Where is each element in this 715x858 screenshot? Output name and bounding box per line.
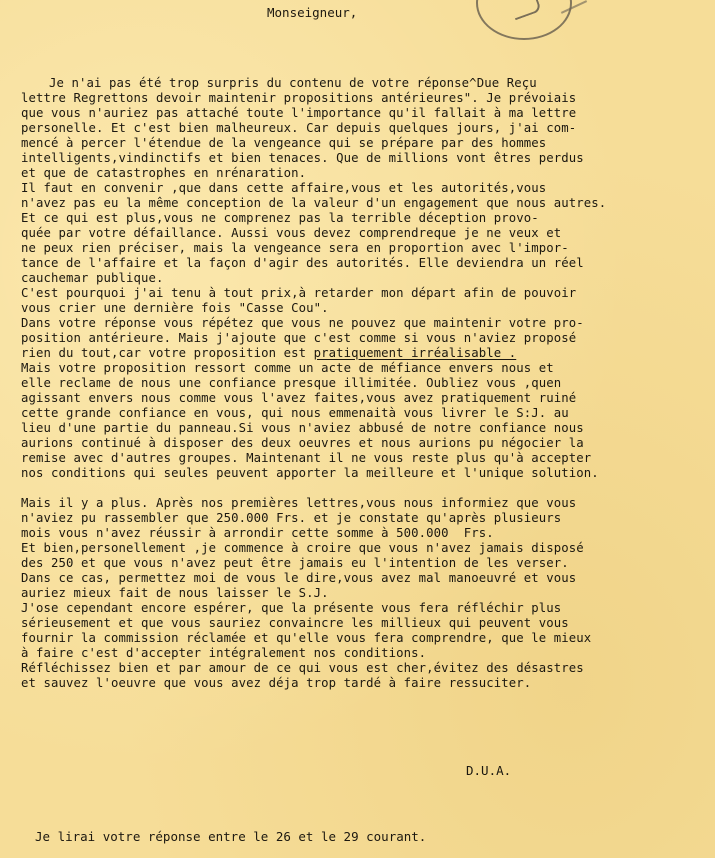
body-line: remise avec d'autres groupes. Maintenant il ne vous reste plus qu'à accepter	[21, 451, 592, 465]
body-line: mencé à percer l'étendue de la vengeance qui se prépare par des hommes	[21, 136, 547, 150]
body-line: lieu d'une partie du panneau.Si vous n'aviez abbusé de notre confiance nous	[21, 421, 584, 435]
body-line: et que de catastrophes en nrénaration.	[21, 166, 307, 180]
body-line: n'avez pas eu la même conception de la valeur d'un engagement que nous autres.	[21, 196, 607, 210]
body-line: C'est pourquoi j'ai tenu à tout prix,à retarder mon départ afin de pouvoir	[21, 286, 577, 300]
letter-body	[21, 76, 711, 691]
body-line: Il faut en convenir ,que dans cette affaire,vous et les autorités,vous	[21, 181, 547, 195]
body-line: Mais il y a plus. Après nos premières lettres,vous nous informiez que vous	[21, 496, 577, 510]
body-line: Et ce qui est plus,vous ne comprenez pas la terrible déception provo-	[21, 211, 539, 225]
body-line: nos conditions qui seules peuvent apporter la meilleure et l'unique solution.	[21, 466, 599, 480]
body-line: Je n'ai pas été trop surpris du contenu de votre réponse^Due Reçu	[49, 76, 537, 90]
body-line: cauchemar publique.	[21, 271, 164, 285]
signature: D.U.A.	[466, 763, 512, 778]
body-line: quée par votre défaillance. Aussi vous devez comprendreque je ne veux et	[21, 226, 562, 240]
body-line: Mais votre proposition ressort comme un acte de méfiance envers nous et	[21, 361, 554, 375]
body-line: agissant envers nous comme vous l'avez faites,vous avez pratiquement ruiné	[21, 391, 577, 405]
paragraph-gap	[21, 481, 711, 496]
body-line: ne peux rien préciser, mais la vengeance sera en proportion avec l'impor-	[21, 241, 569, 255]
body-line: et sauvez l'oeuvre que vous avez déja trop tardé à faire ressuciter.	[21, 676, 532, 690]
body-line: Et bien,personellement ,je commence à croire que vous n'avez jamais disposé	[21, 541, 584, 555]
body-line: mois vous n'avez réussir à arrondir cette somme à 500.000 Frs.	[21, 526, 494, 540]
underlined-phrase: pratiquement irréalisable .	[313, 346, 517, 360]
body-line: tance de l'affaire et la façon d'agir des autorités. Elle deviendra un réel	[21, 256, 584, 270]
body-line: lettre Regrettons devoir maintenir propositions antérieures". Je prévoiais	[21, 91, 577, 105]
body-line: cette grande confiance en vous, qui nous emmenaità vous livrer le S:J. au	[21, 406, 569, 420]
body-line: Dans ce cas, permettez moi de vous le dire,vous avez mal manoeuvré et vous	[21, 571, 577, 585]
body-line: sérieusement et que vous sauriez convaincre les millieux qui peuvent vous	[21, 616, 569, 630]
body-line: des 250 et que vous n'avez peut être jamais eu l'intention de les verser.	[21, 556, 569, 570]
body-line: vous crier une dernière fois "Casse Cou".	[21, 301, 329, 315]
body-line: intelligents,vindinctifs et bien tenaces. Que de millions vont êtres perdus	[21, 151, 584, 165]
body-line: n'aviez pu rassembler que 250.000 Frs. et je constate qu'après plusieurs	[21, 511, 562, 525]
body-line: J'ose cependant encore espérer, que la présente vous fera réfléchir plus	[21, 601, 562, 615]
body-line: personelle. Et c'est bien malheureux. Car depuis quelques jours, j'ai com-	[21, 121, 577, 135]
body-line: position antérieure. Mais j'ajoute que c'est comme si vous n'aviez proposé	[21, 331, 577, 345]
body-line: à faire c'est d'accepter intégralement nos conditions.	[21, 646, 427, 660]
body-line: Réfléchissez bien et par amour de ce qui vous est cher,évitez des désastres	[21, 661, 584, 675]
body-line: Dans votre réponse vous répétez que vous ne pouvez que maintenir votre pro-	[21, 316, 584, 330]
body-line: aurions continué à disposer des deux oeuvres et nous aurions pu négocier la	[21, 436, 584, 450]
body-line: elle reclame de nous une confiance presque illimitée. Oubliez vous ,quen	[21, 376, 562, 390]
body-line: auriez mieux fait de nous laisser le S.J.	[21, 586, 329, 600]
footer-note: Je lirai votre réponse entre le 26 et le 29 courant.	[35, 829, 427, 844]
body-line-underlined	[21, 346, 711, 361]
body-line: que vous n'auriez pas attaché toute l'importance qu'il fallait à ma lettre	[21, 106, 577, 120]
salutation: Monseigneur,	[267, 5, 358, 20]
body-line: fournir la commission réclamée et qu'elle vous fera comprendre, que le mieux	[21, 631, 592, 645]
underline-prefix: rien du tout,car votre proposition est	[21, 346, 314, 360]
